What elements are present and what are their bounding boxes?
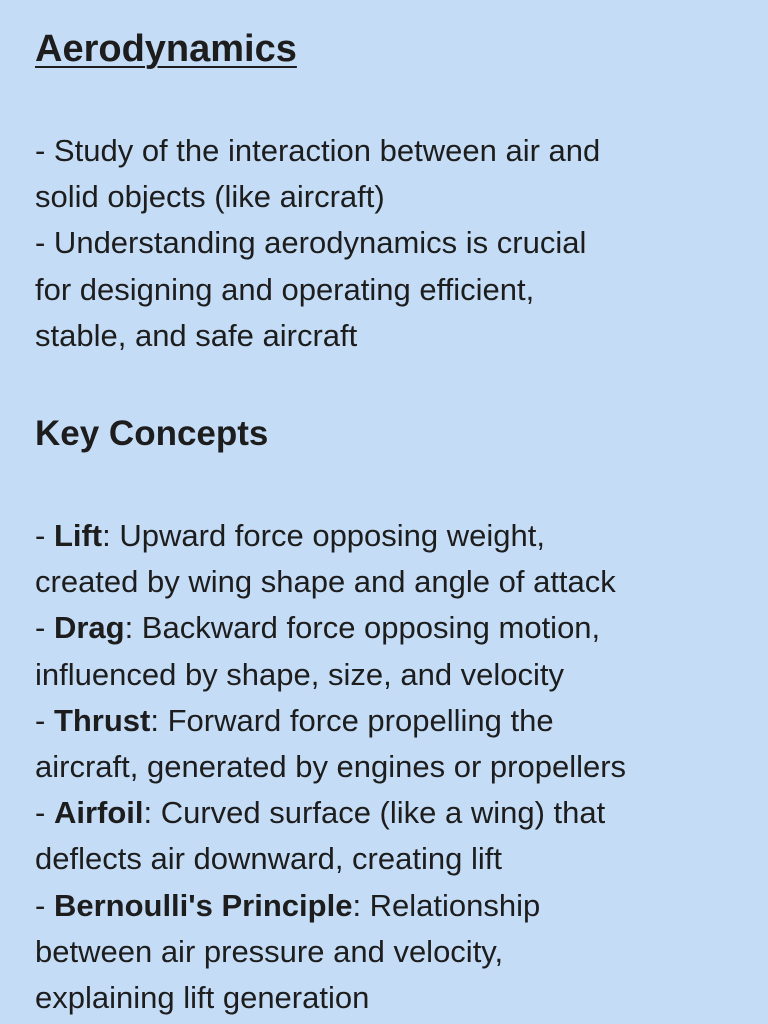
- concept-continuation: explaining lift generation: [35, 980, 370, 1016]
- bullet-prefix: -: [35, 795, 54, 831]
- concept-first-line: [35, 883, 735, 929]
- concept-continuation: aircraft, generated by engines or propellers: [35, 749, 627, 785]
- bullet-prefix: -: [35, 887, 54, 923]
- intro-line: for designing and operating efficient,: [35, 271, 535, 307]
- bullet-prefix: -: [35, 518, 54, 554]
- concept-first-line: [35, 698, 735, 744]
- key-concepts-list: [35, 513, 735, 1021]
- bullet-prefix: -: [35, 610, 54, 646]
- concept-continuation: between air pressure and velocity,: [35, 933, 504, 969]
- concept-term: Bernoulli's Principle: [53, 887, 353, 923]
- intro-line: - Understanding aerodynamics is crucial: [35, 225, 587, 261]
- concept-continuation: created by wing shape and angle of attack: [35, 564, 616, 600]
- concept-first-line: [35, 513, 735, 559]
- bullet-prefix: -: [35, 702, 54, 738]
- intro-line: solid objects (like aircraft): [35, 179, 385, 215]
- concept-item-airfoil: [35, 790, 735, 882]
- concept-first-line: [35, 790, 735, 836]
- concept-item-lift: [35, 513, 735, 605]
- intro-line: stable, and safe aircraft: [35, 317, 358, 353]
- intro-line: - Study of the interaction between air and: [35, 133, 601, 168]
- concept-term: Drag: [53, 610, 125, 646]
- section-heading-key-concepts: Key Concepts: [35, 414, 269, 454]
- concept-term: Airfoil: [53, 795, 144, 831]
- document-page: [35, 26, 735, 1021]
- concept-continuation: influenced by shape, size, and velocity: [35, 656, 565, 692]
- concept-item-thrust: [35, 698, 735, 790]
- concept-description: : Backward force opposing motion,: [124, 610, 601, 646]
- concept-description: : Curved surface (like a wing) that: [143, 795, 606, 831]
- concept-term: Lift: [53, 518, 103, 554]
- concept-term: Thrust: [53, 702, 151, 738]
- concept-description: : Upward force opposing weight,: [102, 518, 545, 554]
- concept-continuation: deflects air downward, creating lift: [35, 841, 502, 877]
- page-title: Aerodynamics: [35, 28, 297, 70]
- concept-description: : Relationship: [352, 887, 541, 923]
- concept-description: : Forward force propelling the: [150, 702, 554, 738]
- intro-section: [35, 128, 735, 359]
- concept-first-line: [35, 605, 735, 651]
- concept-item-drag: [35, 605, 735, 697]
- concept-item-bernoullis-principle: [35, 883, 735, 1022]
